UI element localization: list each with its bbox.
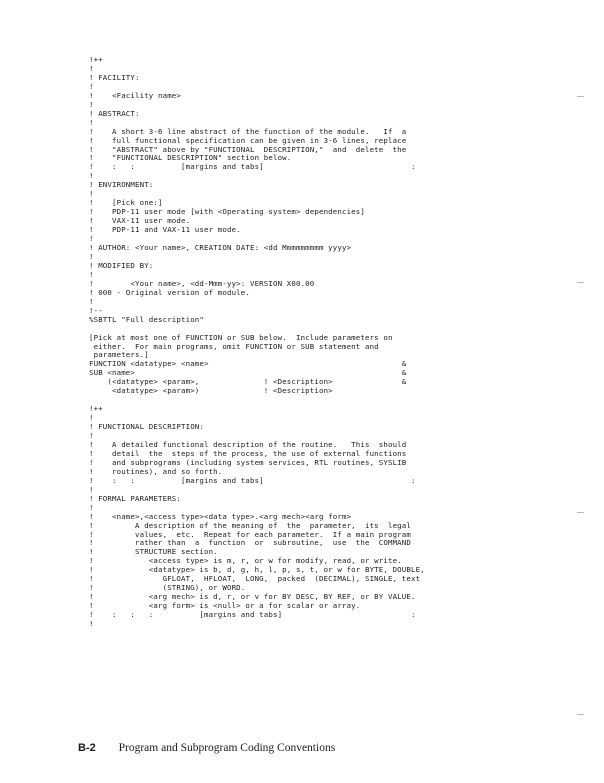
code-line: !++	[89, 404, 103, 414]
code-line: ! A short 3-6 line abstract of the function of the module. If a	[89, 126, 407, 136]
code-line: ! PDP-11 and VAX-11 user mode.	[89, 225, 241, 235]
code-line: ! <datatype> is b, d, g, h, l, p, s, t, or w for BYTE, DOUBLE,	[89, 565, 425, 575]
code-line: ! A description of the meaning of the parameter, its legal	[89, 520, 411, 530]
code-line: !--	[89, 305, 103, 315]
code-line: !	[89, 63, 94, 73]
code-line: [Pick at most one of FUNCTION or SUB below. Include parameters on	[89, 332, 393, 342]
code-line: ! GFLOAT, HFLOAT, LONG, packed (DECIMAL), SINGLE, text	[89, 574, 421, 584]
scan-edge-mark	[577, 714, 584, 715]
code-line: ! <Facility name>	[89, 90, 181, 100]
code-line: ! FUNCTIONAL DESCRIPTION:	[89, 422, 204, 432]
code-line: ! FACILITY:	[89, 72, 140, 82]
scan-edge-mark	[577, 282, 584, 283]
code-line: ! ABSTRACT:	[89, 108, 140, 118]
code-line: ! <name>,<access type><data type>.<arg mech><arg form>	[89, 511, 352, 521]
code-line: ! values, etc. Repeat for each parameter. If a main program	[89, 529, 411, 539]
code-line: !	[89, 296, 94, 306]
code-line: ! 000 - Original version of module.	[89, 287, 250, 297]
code-line: ! A detailed functional description of the routine. This should	[89, 439, 407, 449]
code-line: ! VAX-11 user mode.	[89, 216, 191, 226]
code-line: ! full functional specification can be given in 3-6 lines, replace	[89, 135, 407, 145]
page-number: B-2	[78, 742, 96, 754]
code-line: ! : : [margins and tabs] :	[89, 475, 416, 485]
code-line: ! PDP-11 user mode [with <Operating system> dependencies]	[89, 207, 365, 217]
code-line: ! : : : [margins and tabs] :	[89, 610, 416, 620]
code-line: ! "ABSTRACT" above by "FUNCTIONAL DESCRIPTION," and delete the	[89, 144, 407, 154]
code-line: ! <arg mech> is d, r, or v for BY DESC, BY REF, or BY VALUE.	[89, 592, 416, 602]
code-line: !	[89, 269, 94, 279]
code-line: ! <access type> is m, r, or w for modify, read, or write.	[89, 556, 402, 566]
code-line: ! rather than a function or subroutine, use the COMMAND	[89, 538, 411, 548]
code-line: !++	[89, 55, 103, 64]
code-line	[89, 396, 519, 405]
code-line: !	[89, 251, 94, 261]
code-line: !	[89, 484, 94, 494]
code-line: ! [Pick one:]	[89, 198, 163, 208]
code-line: ! : : [margins and tabs] :	[89, 162, 416, 172]
code-line: !	[89, 99, 94, 109]
chapter-title: Program and Subprogram Coding Conventions	[118, 742, 336, 754]
code-line: either. For main programs, omit FUNCTION or SUB statement and	[89, 341, 379, 351]
code-line: !	[89, 81, 94, 91]
code-line: ! AUTHOR: <Your name>, CREATION DATE: <dd Mmmmmmmmm yyyy>	[89, 243, 352, 253]
code-line: !	[89, 171, 94, 181]
code-line: ! and subprograms (including system services, RTL routines, SYSLIB	[89, 457, 407, 467]
code-line: FUNCTION <datatype> <name> &	[89, 359, 407, 369]
code-line: ! ENVIRONMENT:	[89, 180, 154, 190]
code-line: ! MODIFIED BY:	[89, 260, 154, 270]
page-footer	[78, 742, 335, 754]
code-line: parameters.]	[89, 350, 149, 360]
scan-edge-mark	[577, 512, 584, 513]
code-line: !	[89, 234, 94, 244]
code-line: SUB <name> &	[89, 368, 407, 378]
code-line: %SBTTL "Full description"	[89, 314, 204, 324]
code-line: ! FORMAL PARAMETERS:	[89, 493, 181, 503]
code-line: ! detail the steps of the process, the use of external functions	[89, 448, 407, 458]
scan-edge-mark	[577, 96, 584, 97]
code-line: !	[89, 619, 94, 629]
code-line: ! STRUCTURE section.	[89, 547, 218, 557]
code-line: !	[89, 413, 94, 423]
code-line: ! (STRING), or WORD.	[89, 583, 246, 593]
code-line: ! <Your name>, <dd-Mmm-yy>: VERSION X00.00	[89, 278, 315, 288]
code-line: <datatype> <param>) ! <Description>	[89, 386, 333, 396]
code-line: !	[89, 189, 94, 199]
code-line: !	[89, 502, 94, 512]
code-listing	[89, 56, 519, 629]
code-line: !	[89, 431, 94, 441]
code-line: (<datatype> <param>, ! <Description> &	[89, 377, 407, 387]
code-line: ! "FUNCTIONAL DESCRIPTION" section below.	[89, 153, 292, 163]
code-line: !	[89, 117, 94, 127]
code-line: ! <arg form> is <null> or a for scalar or array.	[89, 601, 361, 611]
code-line: ! routines), and so forth.	[89, 466, 223, 476]
